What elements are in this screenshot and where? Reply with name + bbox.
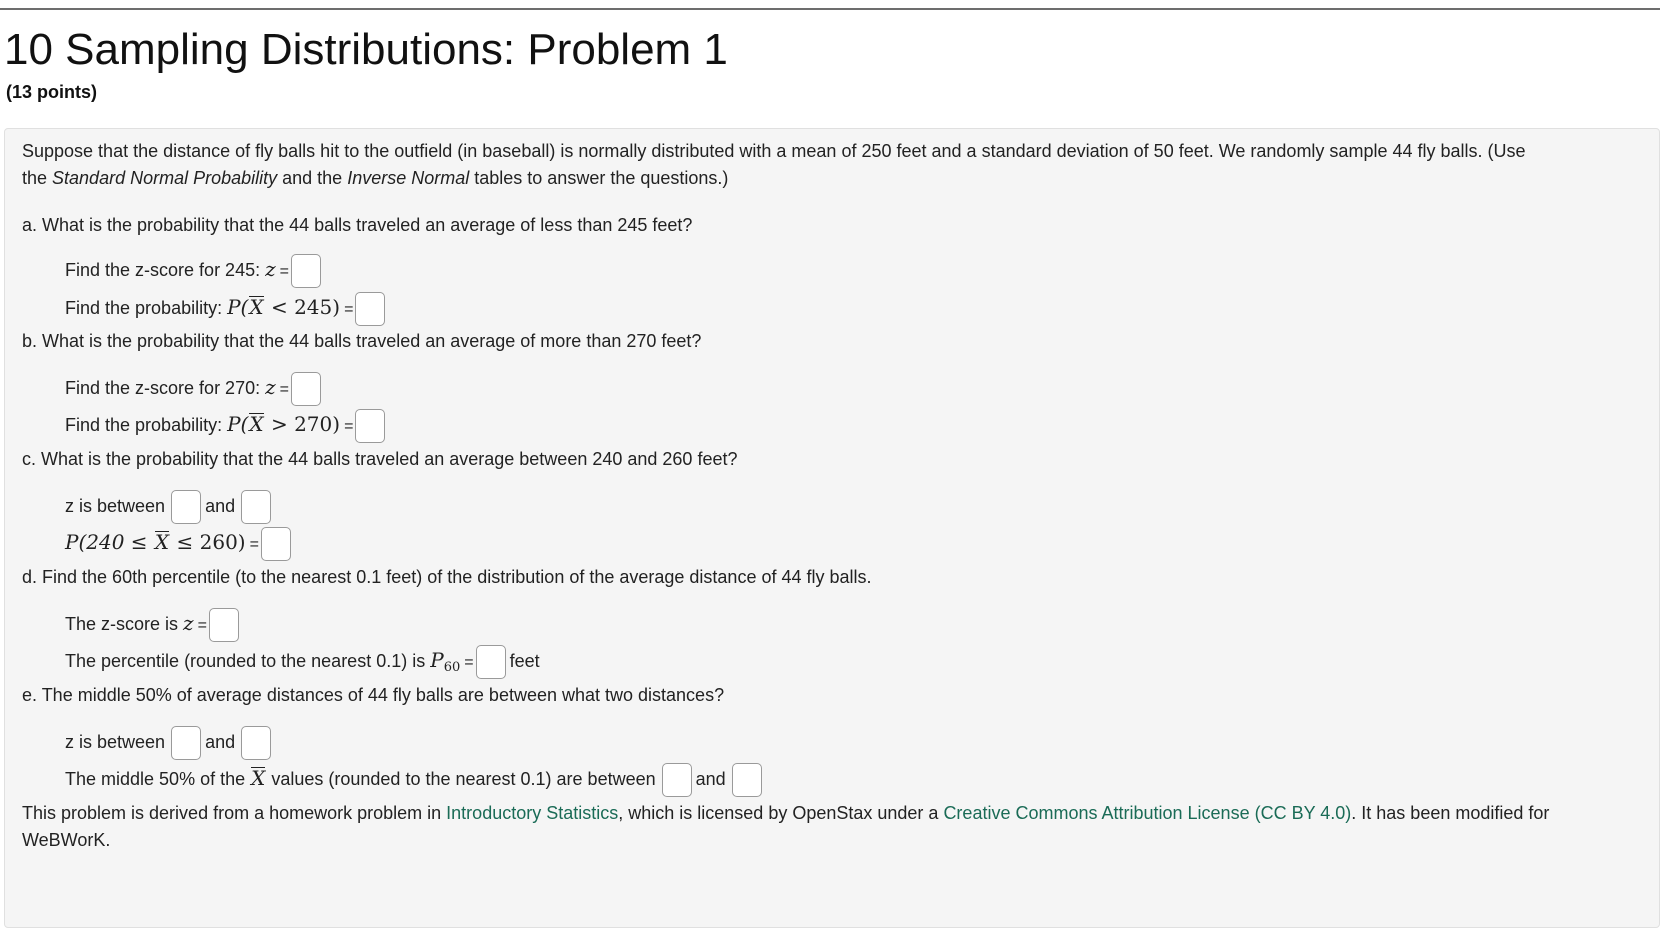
attribution-text: , which is licensed by OpenStax under a	[618, 803, 944, 823]
part-e-z-low-answer-input[interactable]	[171, 726, 201, 760]
part-b-z-row	[65, 372, 325, 406]
xbar-symbol: X	[251, 765, 266, 790]
page-title: 10 Sampling Distributions: Problem 1	[4, 25, 728, 74]
percentile-symbol	[430, 647, 461, 675]
part-d-percentile-label: The percentile (rounded to the nearest 0.1) is	[65, 650, 431, 671]
math-text: P	[430, 647, 444, 672]
part-d-z-row	[65, 608, 243, 642]
z-symbol: z	[265, 256, 276, 281]
equals-sign: =	[464, 653, 474, 671]
part-e-z-label: z is between	[65, 731, 166, 752]
attribution-line-2: WeBWorK.	[22, 830, 111, 850]
part-e-x-label: The middle 50% of the	[65, 768, 251, 789]
attribution-text: This problem is derived from a homework problem in	[22, 803, 447, 823]
and-label: and	[695, 768, 726, 789]
cc-by-license-link[interactable]: Creative Commons Attribution License (CC BY 4.0)	[943, 803, 1352, 823]
part-c-z-row	[65, 490, 275, 524]
part-d-percentile-row	[65, 645, 540, 682]
top-divider	[0, 0, 1660, 10]
attribution-text: . It has been modified for	[1351, 803, 1550, 823]
intro-text: tables to answer the questions.)	[469, 168, 729, 188]
part-b-p-row	[65, 409, 389, 443]
part-e-x-label-2: values (rounded to the nearest 0.1) are between	[266, 768, 656, 789]
equals-sign: =	[249, 535, 259, 553]
part-c-p-row	[65, 527, 295, 561]
part-a-z-row	[65, 254, 325, 288]
table-name-standard-normal: Standard Normal Probability	[52, 168, 278, 188]
part-c-probability-answer-input[interactable]	[261, 527, 291, 561]
intro-line-1: Suppose that the distance of fly balls hit to the outfield (in baseball) is normally distributed with a mean of 250 feet and a standard deviation of 50 feet. We randomly sample 44 fly balls. (Use	[22, 141, 1526, 161]
unit-label: feet	[509, 650, 540, 671]
part-b-probability-answer-input[interactable]	[355, 409, 385, 443]
part-d-question: d. Find the 60th percentile (to the nearest 0.1 feet) of the distribution of the average distance of 44 fly balls.	[22, 567, 872, 587]
part-b-p-label: Find the probability:	[65, 414, 228, 435]
math-text: < 245)	[264, 294, 341, 319]
and-label: and	[205, 731, 236, 752]
introductory-statistics-link[interactable]: Introductory Statistics	[446, 803, 619, 823]
intro-text: and the	[277, 168, 348, 188]
equals-sign: =	[344, 417, 354, 435]
part-d-z-answer-input[interactable]	[209, 608, 239, 642]
and-label: and	[205, 495, 236, 516]
xbar-symbol: X	[249, 411, 264, 436]
part-e-x-high-answer-input[interactable]	[732, 763, 762, 797]
part-b-question: b. What is the probability that the 44 balls traveled an average of more than 270 feet?	[22, 331, 702, 351]
probability-expression	[227, 295, 340, 319]
part-c-z-label: z is between	[65, 495, 166, 516]
part-c-z-low-answer-input[interactable]	[171, 490, 201, 524]
part-d-z-label: The z-score is	[65, 613, 184, 634]
part-e-x-low-answer-input[interactable]	[662, 763, 692, 797]
part-a-probability-answer-input[interactable]	[355, 292, 385, 326]
part-b-z-label: Find the z-score for 270:	[65, 377, 266, 398]
part-b-z-answer-input[interactable]	[291, 372, 321, 406]
part-d-percentile-answer-input[interactable]	[476, 645, 506, 679]
part-e-question: e. The middle 50% of average distances of 44 fly balls are between what two distances?	[22, 685, 725, 705]
math-subscript: 60	[443, 659, 461, 675]
part-c-z-high-answer-input[interactable]	[241, 490, 271, 524]
equals-sign: =	[344, 300, 354, 318]
equals-sign: =	[279, 262, 289, 280]
equals-sign: =	[279, 380, 289, 398]
math-text: ≤ 260)	[170, 529, 246, 554]
probability-expression	[65, 530, 246, 554]
z-symbol: z	[183, 610, 194, 635]
xbar-symbol: X	[154, 529, 170, 554]
part-e-z-high-answer-input[interactable]	[241, 726, 271, 760]
math-text: P(	[227, 294, 249, 319]
intro-text: the	[22, 168, 53, 188]
attribution-line-1	[22, 799, 1549, 827]
part-a-z-label: Find the z-score for 245:	[65, 259, 266, 280]
part-c-question: c. What is the probability that the 44 balls traveled an average between 240 and 260 feet?	[22, 449, 738, 469]
part-a-question: a. What is the probability that the 44 balls traveled an average of less than 245 feet?	[22, 215, 693, 235]
part-e-z-row	[65, 726, 275, 760]
math-text: P(	[227, 411, 249, 436]
intro-line-2	[22, 164, 728, 192]
equals-sign: =	[197, 616, 207, 634]
part-a-p-label: Find the probability:	[65, 297, 228, 318]
probability-expression	[227, 412, 340, 436]
part-a-p-row	[65, 292, 389, 326]
math-text: > 270)	[264, 411, 341, 436]
part-e-x-row	[65, 763, 766, 797]
z-symbol: z	[265, 374, 276, 399]
math-text: P(240 ≤	[65, 529, 154, 554]
points-label: (13 points)	[6, 82, 98, 102]
table-name-inverse-normal: Inverse Normal	[347, 168, 470, 188]
xbar-symbol: X	[249, 294, 264, 319]
part-a-z-answer-input[interactable]	[291, 254, 321, 288]
